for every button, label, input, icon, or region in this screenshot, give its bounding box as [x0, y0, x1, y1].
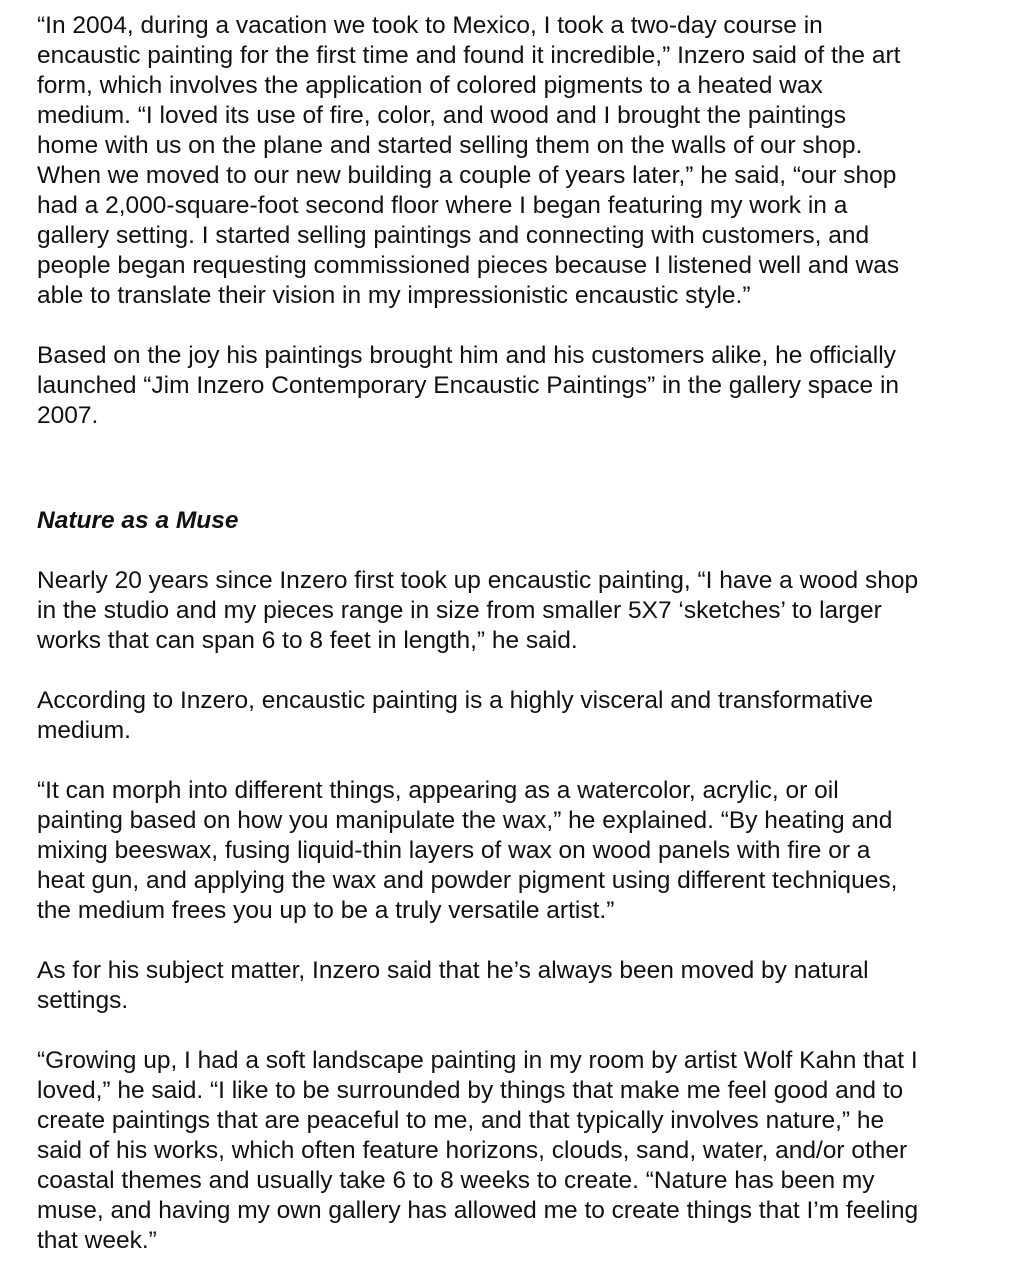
paragraph-spacer — [37, 656, 987, 686]
paragraph-gallery-launch: Based on the joy his paintings brought him and his customers alike, he officially launched “Jim Inzero Contemporary Encaustic Paintings” in the gallery space in 2007. — [37, 342, 900, 429]
heading-spacer — [37, 536, 987, 566]
section-spacer — [37, 431, 987, 506]
article-body — [37, 11, 987, 1256]
paragraph-spacer — [37, 926, 987, 956]
paragraph-wood-shop: Nearly 20 years since Inzero first took up encaustic painting, “I have a wood shop in the studio and my pieces range in size from smaller 5X7 ‘sketches’ to larger works that can span 6 to 8 feet in length,” he said. — [37, 567, 919, 654]
paragraph-spacer — [37, 746, 987, 776]
paragraph-wax-techniques: “It can morph into different things, appearing as a watercolor, acrylic, or oil painting based on how you manipulate the wax,” he explained. “By heating and mixing beeswax, fusing liquid-thin layers of wax on wood panels with fire or a heat gun, and applying the wax and powder pigment using different techniques, the medium frees you up to be a truly versatile artist.” — [37, 777, 898, 924]
section-heading: Nature as a Muse — [37, 507, 239, 534]
paragraph-spacer — [37, 1016, 987, 1046]
paragraph-subject-matter: As for his subject matter, Inzero said that he’s always been moved by natural settings. — [37, 957, 869, 1014]
paragraph-nature-muse: “Growing up, I had a soft landscape painting in my room by artist Wolf Kahn that I loved,” he said. “I like to be surrounded by things that make me feel good and to create paintings that are peaceful to me, and that typically involves nature,” he said of his works, which often feature horizons, clouds, sand, water, and/or other coastal themes and usually take 6 to 8 weeks to create. “Nature has been my muse, and having my own gallery has allowed me to create things that I’m feeling that week.” — [37, 1047, 919, 1254]
paragraph-visceral-medium: According to Inzero, encaustic painting is a highly visceral and transformative medium. — [37, 687, 874, 744]
paragraph-mexico-course: “In 2004, during a vacation we took to Mexico, I took a two-day course in encaustic painting for the first time and found it incredible,” Inzero said of the art form, which involves the application of colored pigments to a heated wax medium. “I loved its use of fire, color, and wood and I brought the paintings home with us on the plane and started selling them on the walls of our shop. When we moved to our new building a couple of years later,” he said, “our shop had a 2,000-square-foot second floor where I began featuring my work in a gallery setting. I started selling paintings and connecting with customers, and people began requesting commissioned pieces because I listened well and was able to translate their vision in my impressionistic encaustic style.” — [37, 12, 901, 309]
paragraph-spacer — [37, 311, 987, 341]
